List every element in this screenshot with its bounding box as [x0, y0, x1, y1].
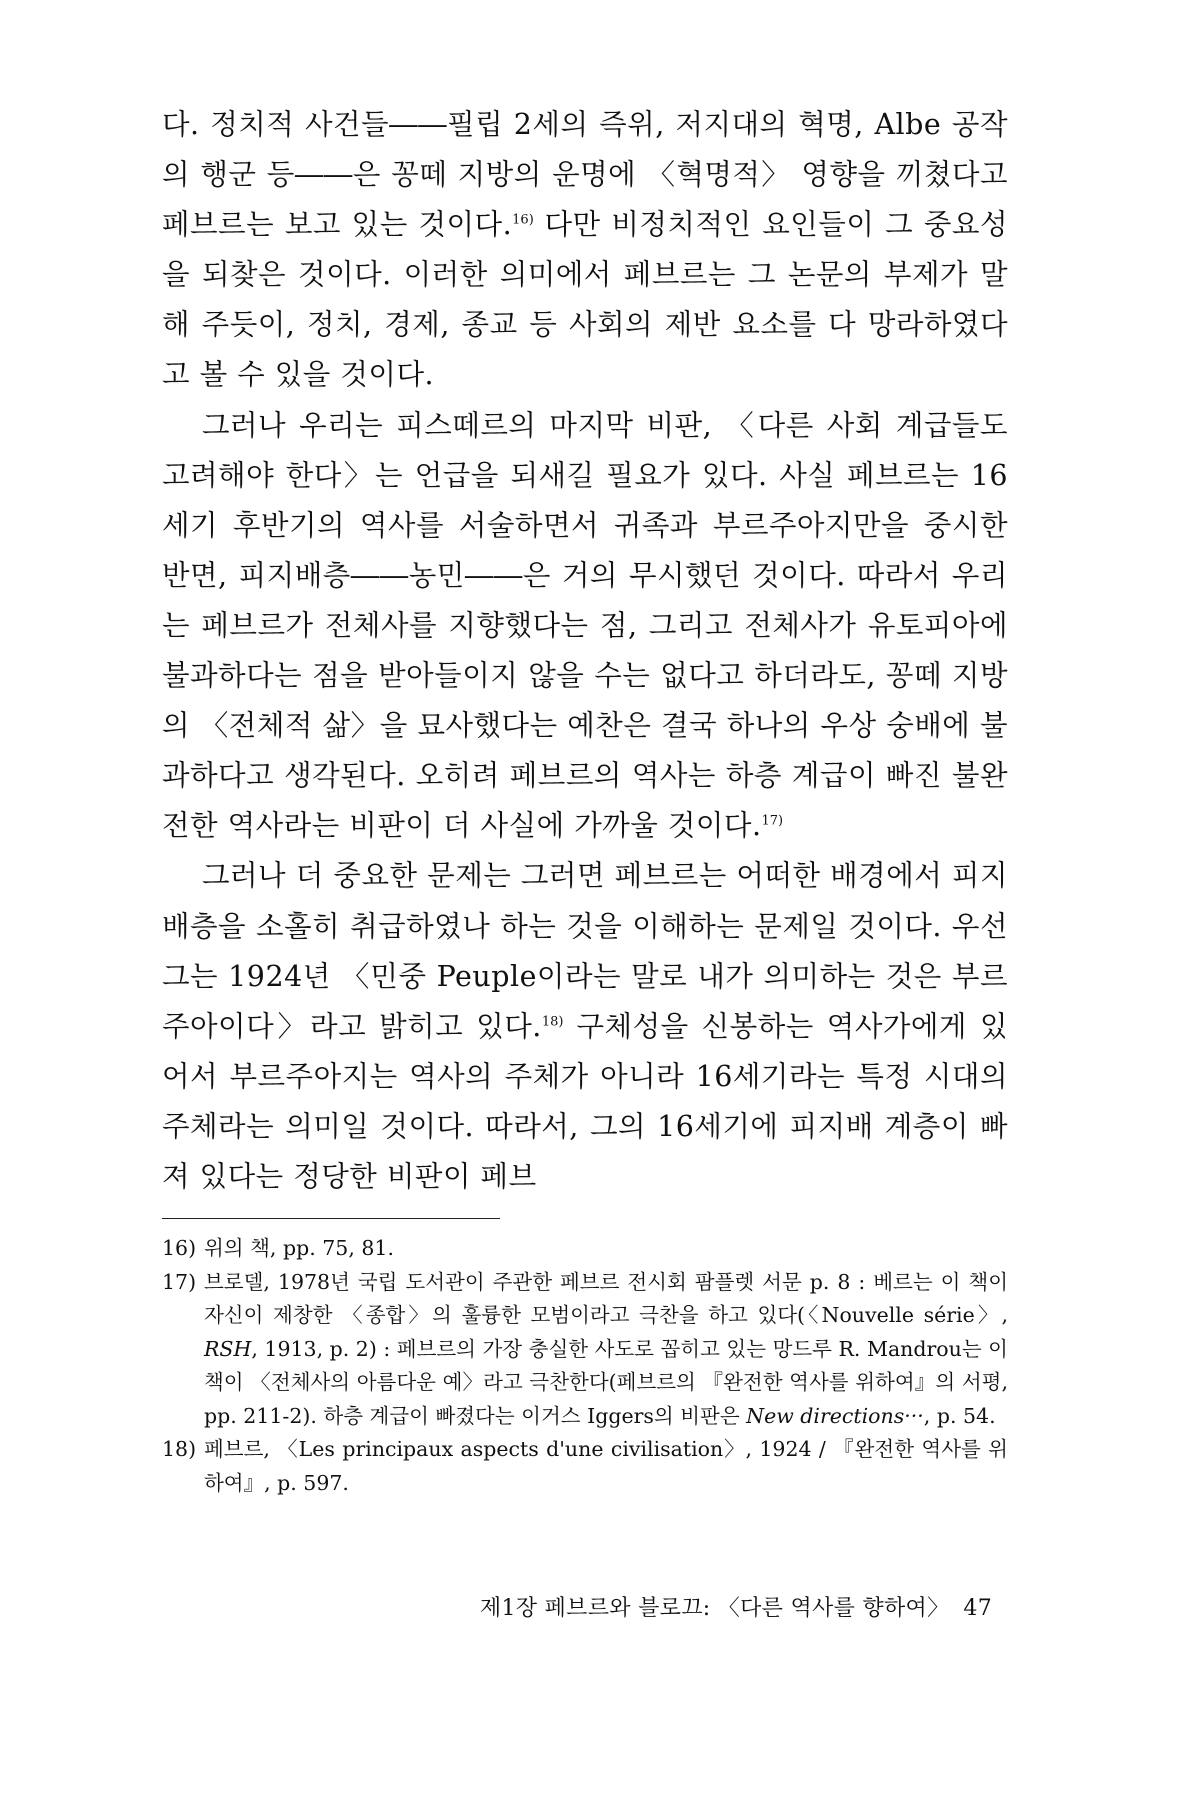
- footnote-number: 18): [162, 1437, 197, 1461]
- paragraph-text: 다만 비정치적인 요인들이 그 중요성을 되찾은 것이다. 이러한 의미에서 페브르는 그 논문의 부제가 말해 주듯이, 정치, 경제, 종교 등 사회의 제반 요소를 다 망라하였다고 볼 수 있을 것이다.: [162, 208, 1008, 392]
- page-number: 47: [963, 1596, 992, 1621]
- paragraph-2: [162, 401, 1008, 852]
- book-title: New directions···: [746, 1403, 924, 1428]
- footnote-segment: , p. 54.: [923, 1403, 996, 1428]
- footnote-text: [204, 1433, 1008, 1500]
- page-footer: [480, 1591, 992, 1622]
- footnote-divider: [162, 1218, 500, 1219]
- footnote-ref-17[interactable]: 17): [761, 813, 784, 829]
- footnote-segment: 페브르, 〈Les principaux aspects d'une civilisation〉, 1924 / 『완전한 역사를 위하여』, p. 597.: [204, 1437, 1008, 1495]
- footnote-number: 16): [162, 1236, 197, 1260]
- footnote-segment: , 1913, p. 2) : 페브르의 가장 충실한 사도로 꼽히고 있는 망드루 R. Mandrou는 이 책이 〈전체사의 아름다운 예〉라고 극찬한다(페브르의 『완전한 역사를 위하여』의 서평, pp. 211-2). 하층 계급이 빠졌다는 이거스 Iggers의 비판은: [204, 1336, 1008, 1428]
- paragraph-text: 다. 정치적 사건들――필립 2세의 즉위, 저지대의 혁명, Albe 공작의 행군 등――은 꽁떼 지방의 운명에 〈혁명적〉 영향을 끼쳤다고 페브르는 보고 있는 것이다.: [162, 108, 1008, 242]
- footnote-ref-18[interactable]: 18): [541, 1014, 564, 1030]
- paragraph-3: [162, 851, 1008, 1202]
- paragraph-text: 그러나 우리는 피스떼르의 마지막 비판, 〈다른 사회 계급들도 고려해야 한다〉는 언급을 되새길 필요가 있다. 사실 페브르는 16세기 후반기의 역사를 서술하면서 귀족과 부르주아지만을 중시한 반면, 피지배층――농민――은 거의 무시했던 것이다. 따라서 우리는 페브르가 전체사를 지향했다는 점, 그리고 전체사가 유토피아에 불과하다는 점을 받아들이지 않을 수는 없다고 하더라도, 꽁떼 지방의 〈전체적 삶〉을 묘사했다는 예찬은 결국 하나의 우상 숭배에 불과하다고 생각된다. 오히려 페브르의 역사는 하층 계급이 빠진 불완전한 역사라는 비판이 더 사실에 가까울 것이다.: [162, 408, 1008, 843]
- footnote-17: [162, 1266, 1008, 1434]
- footnote-ref-16[interactable]: 16): [512, 212, 534, 228]
- body-text: [162, 100, 1008, 1202]
- footnote-18: [162, 1433, 1008, 1500]
- footnote-segment: 위의 책, pp. 75, 81.: [204, 1236, 394, 1260]
- paragraph-1: [162, 100, 1008, 401]
- footnotes: [162, 1232, 1008, 1500]
- footnote-text: [204, 1232, 1008, 1266]
- paragraph-text: 구체성을 신봉하는 역사가에게 있어서 부르주아지는 역사의 주체가 아니라 16세기라는 특정 시대의 주체라는 의미일 것이다. 따라서, 그의 16세기에 피지배 계층이 빠져 있다는 정당한 비판이 페브: [162, 1009, 1008, 1193]
- footnote-number: 17): [162, 1269, 197, 1294]
- paragraph-text: 그러나 더 중요한 문제는 그러면 페브르는 어떠한 배경에서 피지배층을 소홀히 취급하였나 하는 것을 이해하는 문제일 것이다. 우선 그는 1924년 〈민중 Peuple이라는 말로 내가 의미하는 것은 부르주아이다〉라고 밝히고 있다.: [162, 859, 1008, 1043]
- running-title: 제1장 페브르와 블로끄: 〈다른 역사를 향하여〉: [479, 1596, 950, 1621]
- journal-title: RSH: [204, 1336, 252, 1361]
- footnote-segment: 브로델, 1978년 국립 도서관이 주관한 페브르 전시회 팜플렛 서문 p. 8 : 베르는 이 책이 자신이 제창한 〈종합〉의 훌륭한 모범이라고 극찬을 하고 있다(〈Nouvelle série〉,: [204, 1269, 1008, 1327]
- footnote-16: [162, 1232, 1008, 1266]
- footnote-text: [204, 1266, 1008, 1434]
